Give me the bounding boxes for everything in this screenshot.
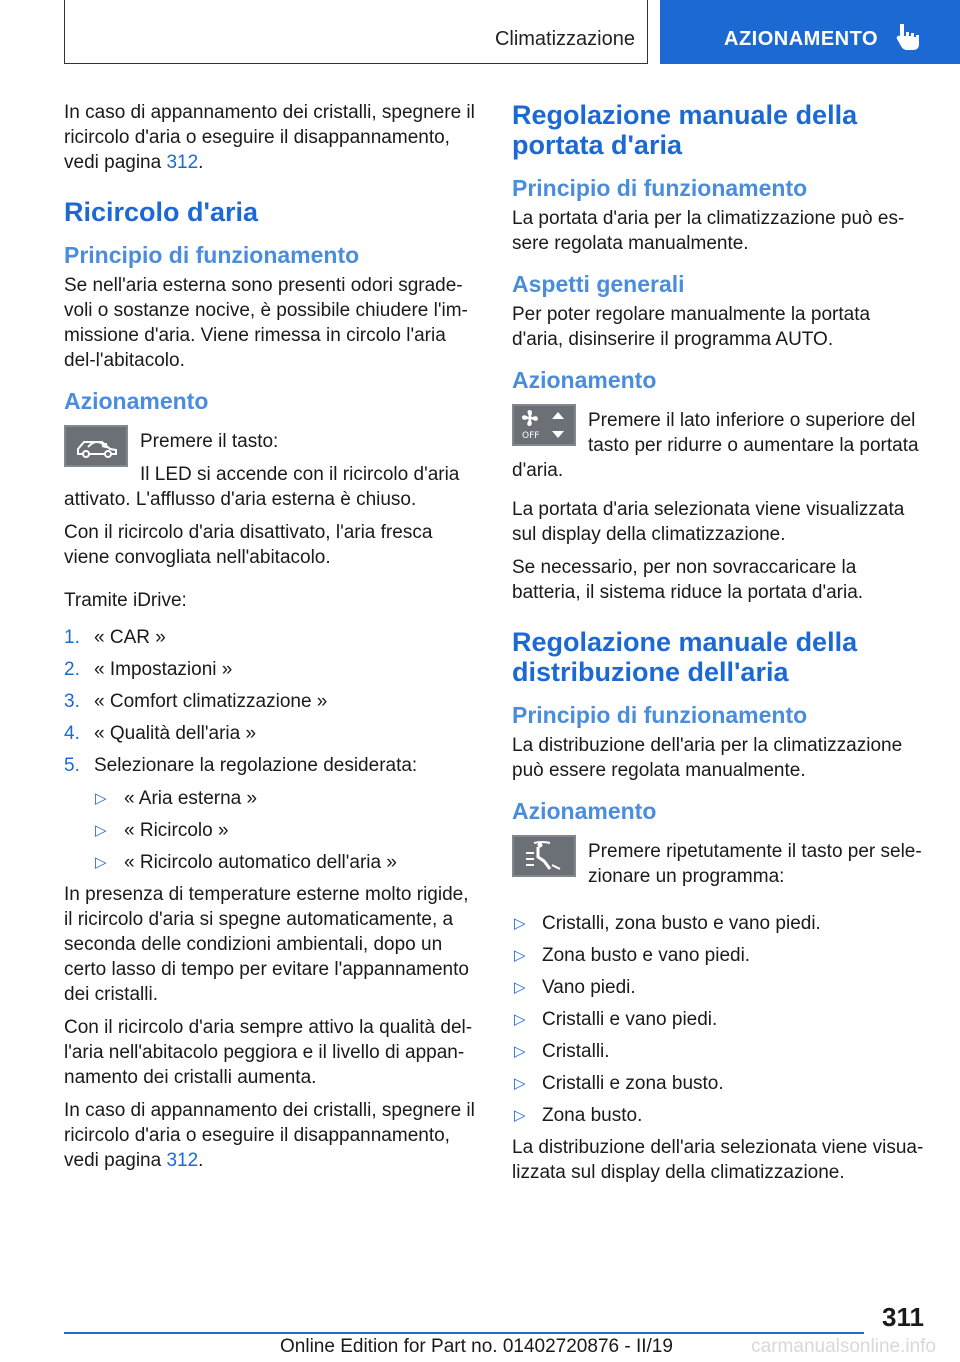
portata-principio-paragraph: La portata d'aria per la climatizzazione può es-sere regolata manualmente. — [512, 208, 905, 254]
distribution-programs — [512, 911, 926, 1128]
step-item: 1. « CAR » — [64, 627, 166, 648]
svg-text:OFF: OFF — [522, 431, 540, 441]
triangle-bullet-icon: ▷ — [514, 915, 526, 932]
idrive-steps — [64, 625, 480, 778]
page-number: 311 — [882, 1302, 924, 1332]
display-paragraph: La portata d'aria selezionata viene visualizzata sul display della climatizzazione. — [512, 499, 905, 545]
fan-instruction: Premere il lato inferiore o superiore del tasto per ridurre o aumentare la portata d'aria. — [512, 410, 919, 481]
edition-text: Online Edition for Part no. 01402720876 - II/19 — [280, 1336, 673, 1357]
idrive-label: Tramite iDrive: — [64, 590, 187, 611]
led-paragraph: Il LED si accende con il ricircolo d'aria attivato. L'afflusso d'aria esterna è chiuso. — [64, 464, 460, 510]
triangle-bullet-icon: ▷ — [95, 854, 107, 871]
step-item: 5. Selezionare la regolazione desiderata: — [64, 755, 418, 776]
triangle-bullet-icon: ▷ — [514, 1075, 526, 1092]
left-column — [64, 100, 480, 1173]
triangle-bullet-icon: ▷ — [95, 822, 107, 839]
battery-paragraph: Se necessario, per non sovraccaricare la batteria, il sistema riduce la portata d'aria. — [512, 557, 864, 603]
tab-title: AZIONAMENTO — [724, 28, 879, 50]
distribuzione-principio-paragraph: La distribuzione dell'aria per la climatizzazione può essere regolata manualmente. — [512, 735, 903, 781]
step-item: 3. « Comfort climatizzazione » — [64, 691, 328, 712]
header-section-box — [64, 0, 648, 64]
subheading-aspetti: Aspetti generali — [512, 271, 685, 297]
fan-key-image — [512, 404, 576, 446]
section-title: Climatizzazione — [494, 28, 635, 50]
distribution-key-image — [512, 835, 576, 877]
subheading-principio-distribuzione: Principio di funzionamento — [512, 702, 808, 728]
program-item: ▷ Zona busto e vano piedi. — [514, 945, 751, 966]
principio-paragraph: Se nell'aria esterna sono presenti odori sgrade-voli o sostanze nocive, è possibile chiudere l'im-missione d'aria. Viene rimessa in circolo l'aria del-l'abitacolo. — [64, 275, 468, 371]
subheading-principio: Principio di funzionamento — [64, 242, 360, 268]
step-item: 4. « Qualità dell'aria » — [64, 723, 257, 744]
setting-option: ▷ « Ricircolo » — [95, 820, 229, 841]
fan-rocker-icon — [512, 404, 576, 446]
rigid-temp-paragraph: In presenza di temperature esterne molto rigide, il ricircolo d'aria si spegne automaticamente, a seconda delle condizioni ambientali, dopo un certo lasso di tempo per evitare l'appannamento dei cristalli. — [64, 884, 469, 1005]
header-tab — [660, 0, 960, 64]
subheading-azionamento: Azionamento — [64, 388, 209, 414]
always-on-paragraph: Con il ricircolo d'aria sempre attivo la qualità del-l'aria nell'abitacolo peggiora e il livello di appan-namento dei cristalli aumenta. — [64, 1017, 473, 1088]
outro-paragraph: In caso di appannamento dei cristalli, spegnere il ricircolo d'aria o eseguire il disappannamento, vedi pagina 312. — [64, 1100, 475, 1171]
triangle-bullet-icon: ▷ — [514, 1011, 526, 1028]
triangle-bullet-icon: ▷ — [95, 790, 107, 807]
program-item: ▷ Cristalli. — [514, 1041, 610, 1062]
setting-option: ▷ « Aria esterna » — [95, 788, 258, 809]
aspetti-paragraph: Per poter regolare manualmente la portata d'aria, disinserire il programma AUTO. — [512, 304, 871, 350]
right-column — [512, 100, 926, 1185]
setting-options — [64, 786, 480, 875]
heading-portata: Regolazione manuale della portata d'aria — [512, 100, 858, 160]
triangle-bullet-icon: ▷ — [514, 979, 526, 996]
triangle-bullet-icon: ▷ — [514, 1043, 526, 1060]
pointing-hand-icon — [896, 22, 922, 52]
distribution-instruction: Premere ripetutamente il tasto per sele-zionare un programma: — [588, 841, 922, 887]
triangle-bullet-icon: ▷ — [514, 1107, 526, 1124]
triangle-bullet-icon: ▷ — [514, 947, 526, 964]
footer-divider — [64, 1332, 864, 1334]
intro-paragraph: In caso di appannamento dei cristalli, spegnere il ricircolo d'aria o eseguire il disappannamento, vedi pagina 312. — [64, 102, 475, 173]
subheading-principio-portata: Principio di funzionamento — [512, 175, 808, 201]
watermark: carmanualsonline.info — [751, 1336, 936, 1357]
program-item: ▷ Cristalli, zona busto e vano piedi. — [514, 913, 821, 934]
page-link[interactable]: 312 — [166, 1150, 199, 1171]
program-item: ▷ Cristalli e zona busto. — [514, 1073, 724, 1094]
recirculation-car-icon — [64, 425, 128, 467]
heading-distribuzione: Regolazione manuale della distribuzione dell'aria — [512, 627, 858, 687]
air-distribution-icon — [512, 835, 576, 877]
press-instruction: Premere il tasto: — [140, 431, 279, 452]
program-item: ▷ Vano piedi. — [514, 977, 636, 998]
program-item: ▷ Zona busto. — [514, 1105, 643, 1126]
step-item: 2. « Impostazioni » — [64, 659, 233, 680]
recirculation-key-image — [64, 425, 128, 467]
heading-ricircolo: Ricircolo d'aria — [64, 197, 258, 227]
page-link[interactable]: 312 — [166, 152, 199, 173]
setting-option: ▷ « Ricircolo automatico dell'aria » — [95, 852, 397, 873]
off-paragraph: Con il ricircolo d'aria disattivato, l'aria fresca viene convogliata nell'abitacolo. — [64, 522, 433, 568]
program-item: ▷ Cristalli e vano piedi. — [514, 1009, 718, 1030]
distribution-display-paragraph: La distribuzione dell'aria selezionata viene visua-lizzata sul display della climatizzazione. — [512, 1137, 924, 1183]
subheading-azionamento-distribuzione: Azionamento — [512, 798, 657, 824]
subheading-azionamento-portata: Azionamento — [512, 367, 657, 393]
